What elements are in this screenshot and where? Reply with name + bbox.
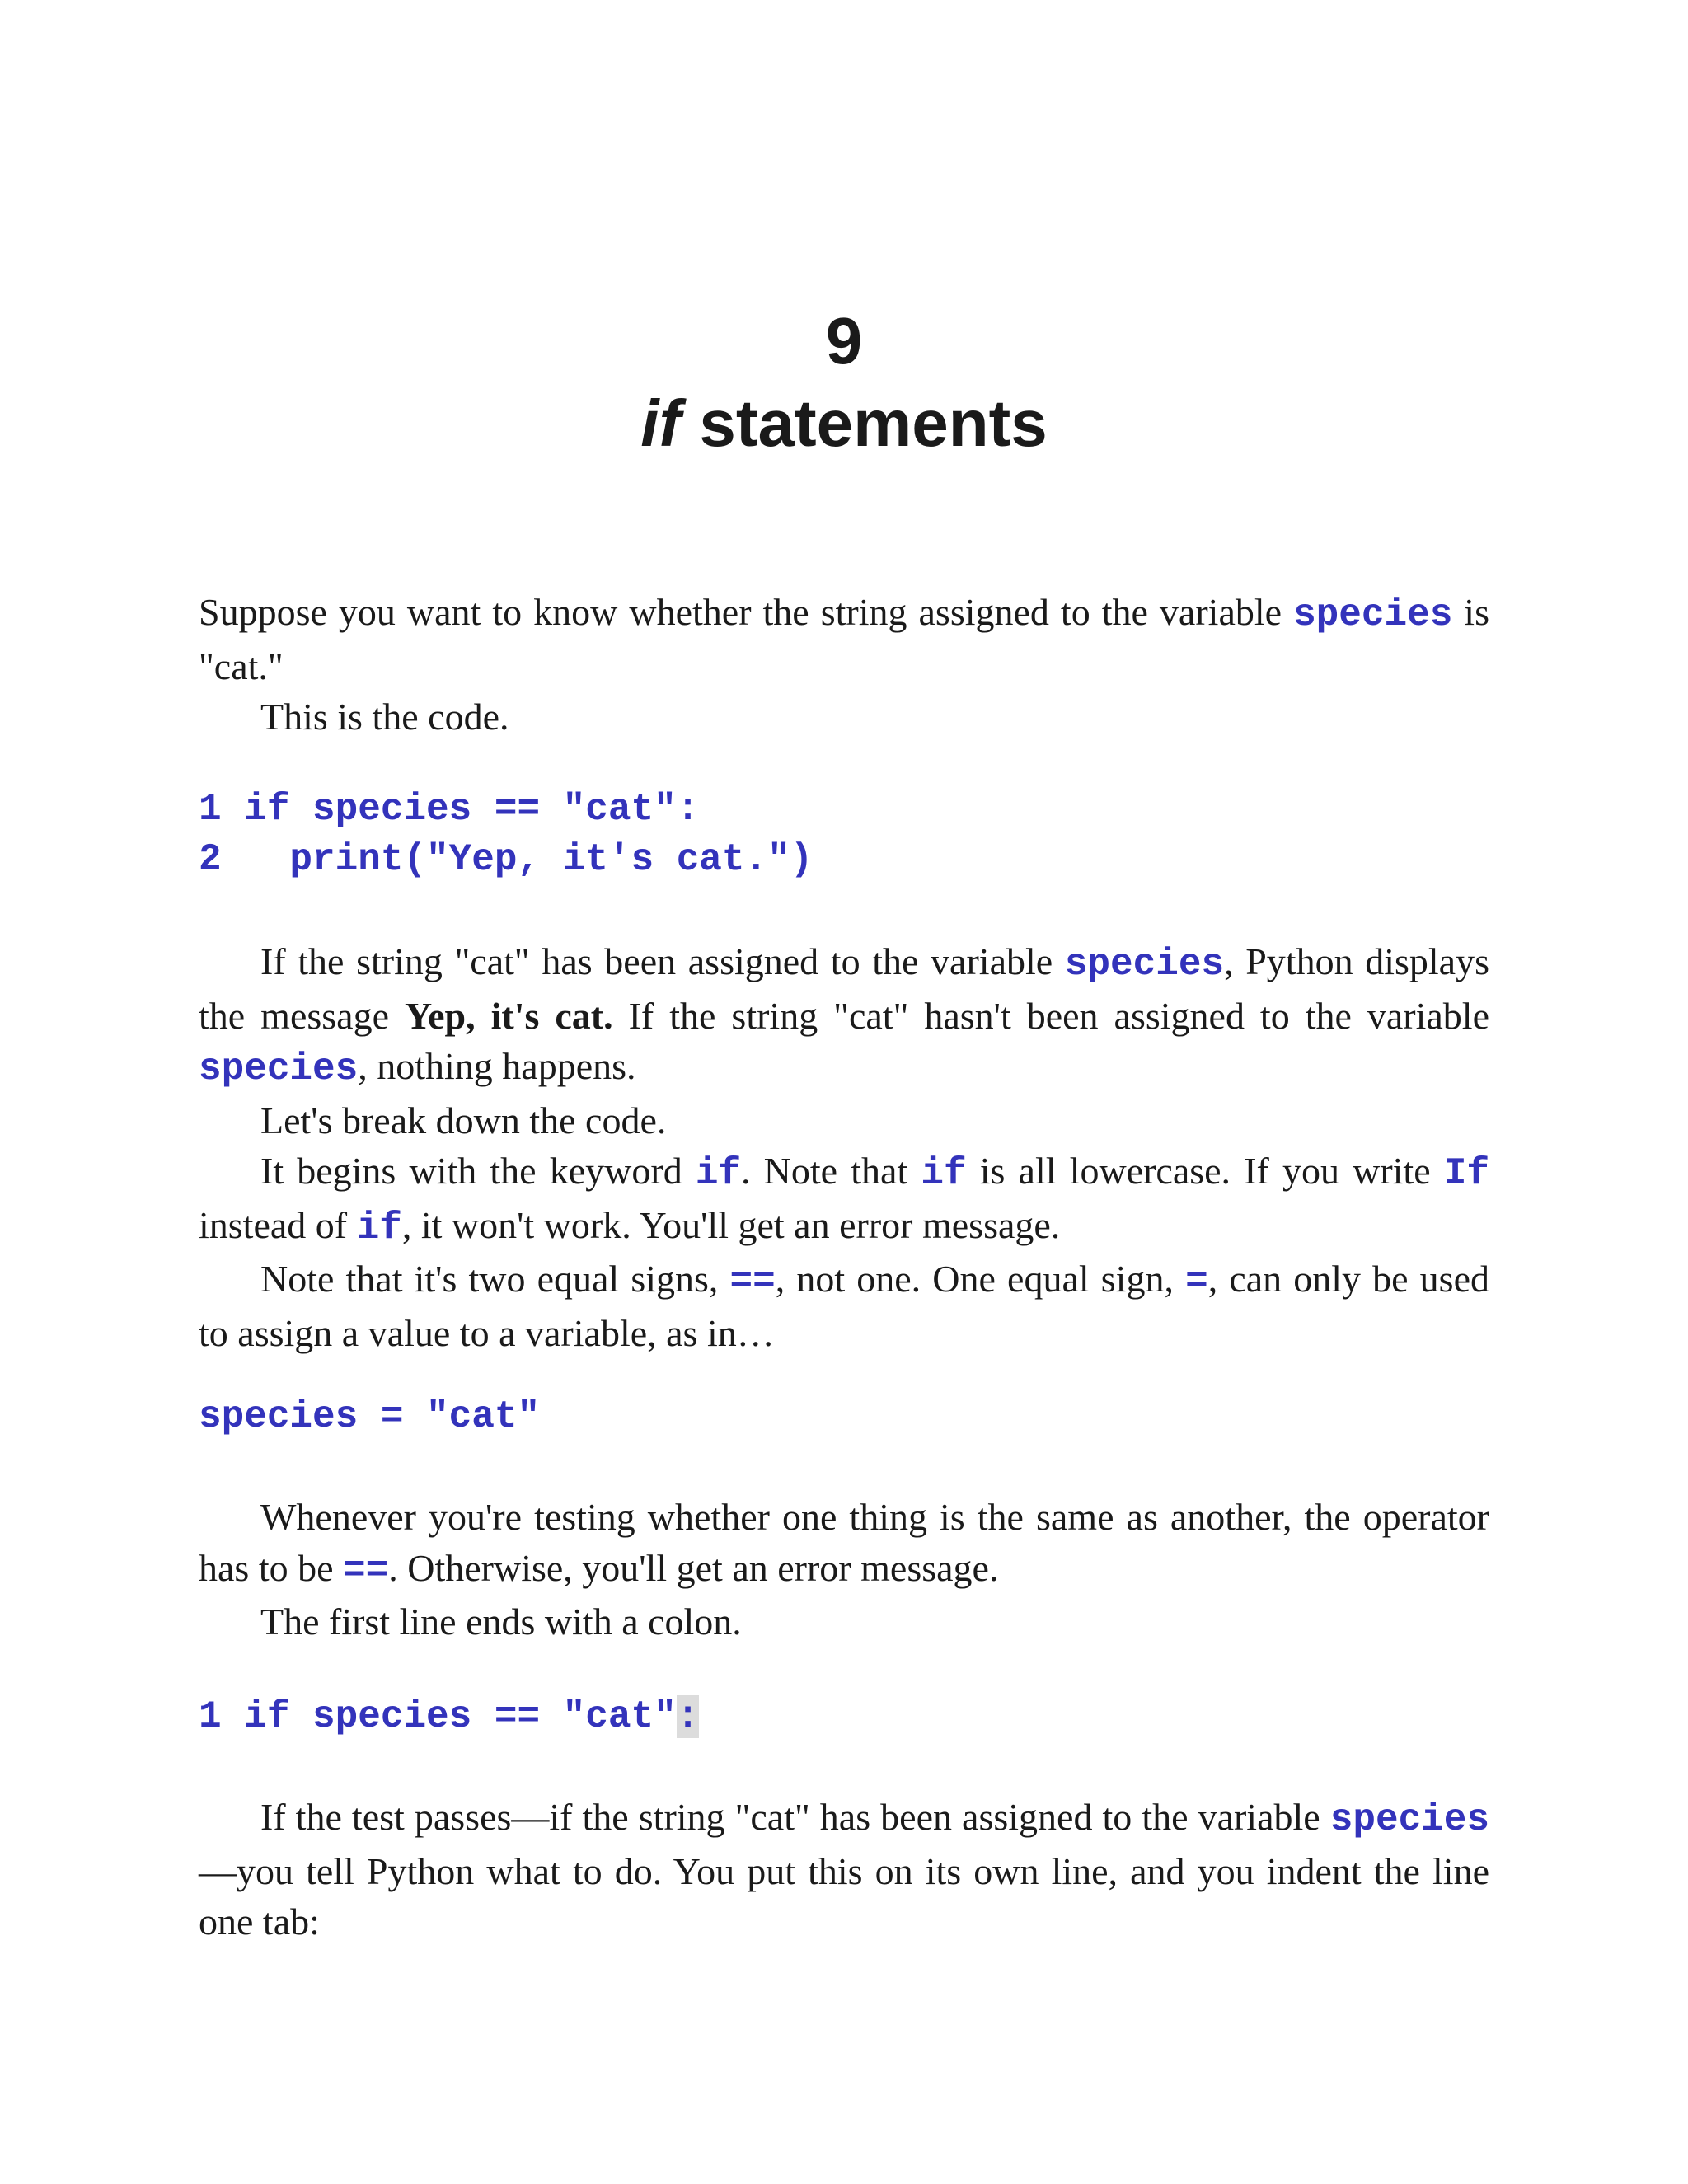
inline-code: species [1064,943,1225,986]
inline-code: species [1293,593,1453,636]
indent-section [199,1792,1489,1947]
text-run: This is the code. [260,696,509,738]
text-run: instead of [199,1203,357,1246]
paragraph-equal-signs [199,1254,1489,1358]
inline-code: species [1329,1798,1489,1841]
paragraph-indent [199,1792,1489,1947]
operator-section [199,1492,1489,1647]
text-run: If the test passes—if the string "cat" has been assigned to the variable [260,1796,1330,1838]
text-run: , it won't work. You'll get an error message. [401,1203,1061,1246]
chapter-number: 9 [825,304,863,377]
text-run: Note that it's two equal signs, [260,1258,730,1300]
paragraph-breakdown [199,1095,1489,1146]
bold-message: Yep, it's cat. [405,994,613,1037]
inline-code: if [921,1152,967,1195]
inline-code: if [356,1206,402,1249]
code-line [199,1692,1489,1742]
text-run: If the string "cat" hasn't been assigned to the variable [612,994,1490,1037]
paragraph-explanation [199,936,1489,1095]
text-run: , can only be used to assign a value to a variable, as in… [199,1258,1489,1354]
text-run: is all lowercase. If you write [966,1150,1444,1192]
inline-code: if [695,1152,742,1195]
inline-code: == [729,1260,776,1303]
text-run: . Otherwise, you'll get an error message. [388,1546,999,1589]
inline-code: If [1443,1152,1489,1195]
code-line: 1 if species == "cat": [199,788,700,831]
inline-code: == [343,1549,389,1592]
text-run: , not one. One equal sign, [775,1258,1186,1300]
text-run: , Python displays the message [199,940,1489,1037]
code-block-3 [199,1692,1489,1742]
inline-code: species [199,1047,359,1090]
inline-code: = [1185,1260,1208,1303]
text-run: Let's break down the code. [260,1099,667,1141]
chapter-title [0,384,1688,463]
code-text: 1 if species == "cat" [199,1695,677,1738]
paragraph-colon [199,1596,1489,1647]
code-line: species = "cat" [199,1395,541,1438]
text-run: If the string "cat" has been assigned to the variable [260,940,1065,982]
chapter-title-text: statements [681,387,1048,460]
text-run: , nothing happens. [358,1045,636,1087]
paragraph-intro [199,587,1489,691]
paragraph-keyword [199,1146,1489,1254]
code-block-2 [199,1392,1489,1442]
code-block-1 [199,785,1489,885]
intro-section [199,587,1489,743]
text-run: . Note that [741,1150,921,1192]
text-run: —you tell Python what to do. You put this on its own line, and you indent the line one tab: [199,1849,1489,1943]
highlighted-colon: : [676,1695,700,1738]
code-line: 2 print("Yep, it's cat.") [199,838,814,881]
text-run: is "cat." [199,591,1489,687]
explanation-section [199,936,1489,1358]
text-run: The first line ends with a colon. [260,1601,742,1643]
text-run: Suppose you want to know whether the string assigned to the variable [199,591,1294,633]
paragraph-code-intro [199,691,1489,743]
text-run: Whenever you're testing whether one thing is the same as another, the operator has to be [199,1496,1489,1589]
paragraph-operator [199,1492,1489,1596]
text-run: It begins with the keyword [260,1150,696,1192]
chapter-title-keyword: if [640,387,682,460]
